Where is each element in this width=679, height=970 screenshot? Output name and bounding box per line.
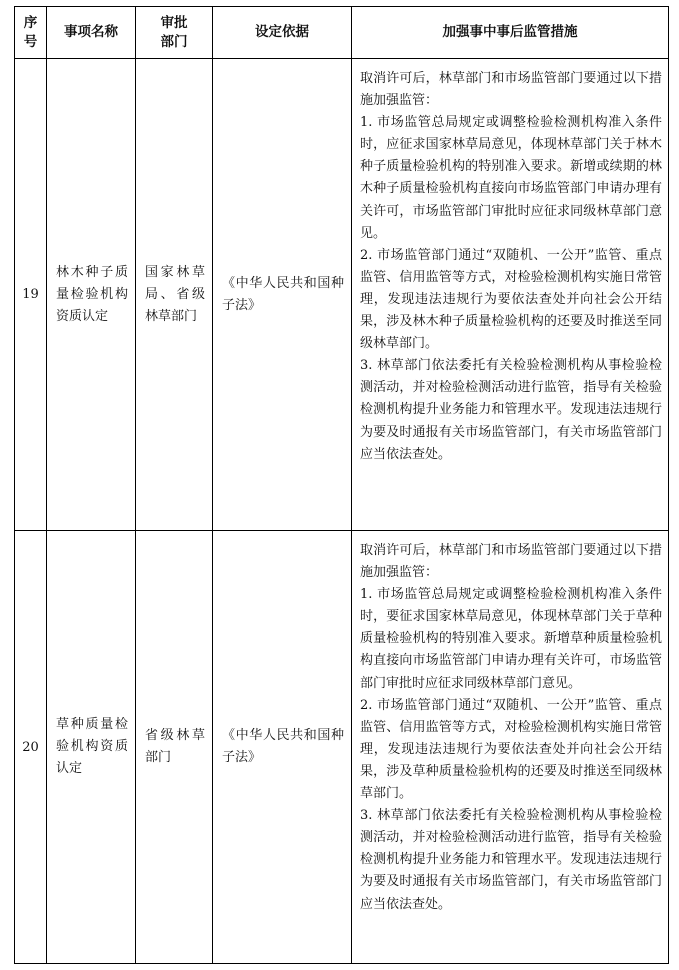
row-approval-dept: 省级林草部门	[136, 531, 213, 964]
header-index: 序号	[15, 7, 47, 59]
measure-item-2: 2. 市场监管部门通过“双随机、一公开”监管、重点监管、信用监管等方式，对检验检测机构实施日常管理，发现违法违规行为要依法查处并向社会公开结果，涉及草种质量检验机构的还要及时推送至同级林草部门。	[360, 697, 662, 802]
supervision-table	[14, 6, 669, 964]
table-header-row	[15, 7, 669, 59]
measure-item-2: 2. 市场监管部门通过“双随机、一公开”监管、重点监管、信用监管等方式，对检验检测机构实施日常管理，发现违法违规行为要依法查处并向社会公开结果，涉及林木种子质量检验机构的还要及时推送至同级林草部门。	[360, 247, 662, 352]
row-index: 20	[15, 531, 47, 964]
table-row	[15, 531, 669, 964]
row-measures	[352, 531, 669, 964]
row-measures	[352, 59, 669, 531]
row-basis: 《中华人民共和国种子法》	[213, 59, 352, 531]
header-basis: 设定依据	[213, 7, 352, 59]
header-item-name: 事项名称	[47, 7, 136, 59]
row-item-name: 草种质量检验机构资质认定	[47, 531, 136, 964]
header-measures: 加强事中事后监管措施	[352, 7, 669, 59]
measure-item-3: 3. 林草部门依法委托有关检验检测机构从事检验检测活动，并对检验检测活动进行监管，指导有关检验检测机构提升业务能力和管理水平。发现违法违规行为要及时通报有关市场监管部门，有关市场监管部门应当依法查处。	[360, 358, 662, 462]
row-item-name: 林木种子质量检验机构资质认定	[47, 59, 136, 531]
measure-item-3: 3. 林草部门依法委托有关检验检测机构从事检验检测活动，并对检验检测活动进行监管，指导有关检验检测机构提升业务能力和管理水平。发现违法违规行为要及时通报有关市场监管部门，有关市场监管部门应当依法查处。	[360, 808, 662, 912]
table-row	[15, 59, 669, 531]
measure-intro: 取消许可后，林草部门和市场监管部门要通过以下措施加强监管：	[360, 543, 662, 581]
row-index: 19	[15, 59, 47, 531]
header-approval-dept: 审批部门	[136, 7, 213, 59]
row-basis: 《中华人民共和国种子法》	[213, 531, 352, 964]
measure-item-1: 1. 市场监管总局规定或调整检验检测机构准入条件时，要征求国家林草局意见，体现林草部门关于草种质量检验机构的特别准入要求。新增草种质量检验机构直接向市场监管部门申请办理有关许可，市场监管部门审批时应征求同级林草部门意见。	[360, 587, 662, 691]
measure-intro: 取消许可后，林草部门和市场监管部门要通过以下措施加强监管：	[360, 71, 662, 109]
row-approval-dept: 国家林草局、省级林草部门	[136, 59, 213, 531]
measure-item-1: 1. 市场监管总局规定或调整检验检测机构准入条件时，应征求国家林草局意见，体现林草部门关于林木种子质量检验机构的特别准入要求。新增或续期的林木种子质量检验机构直接向市场监管部门申请办理有关许可，市场监管部门审批时应征求同级林草部门意见。	[360, 115, 662, 241]
